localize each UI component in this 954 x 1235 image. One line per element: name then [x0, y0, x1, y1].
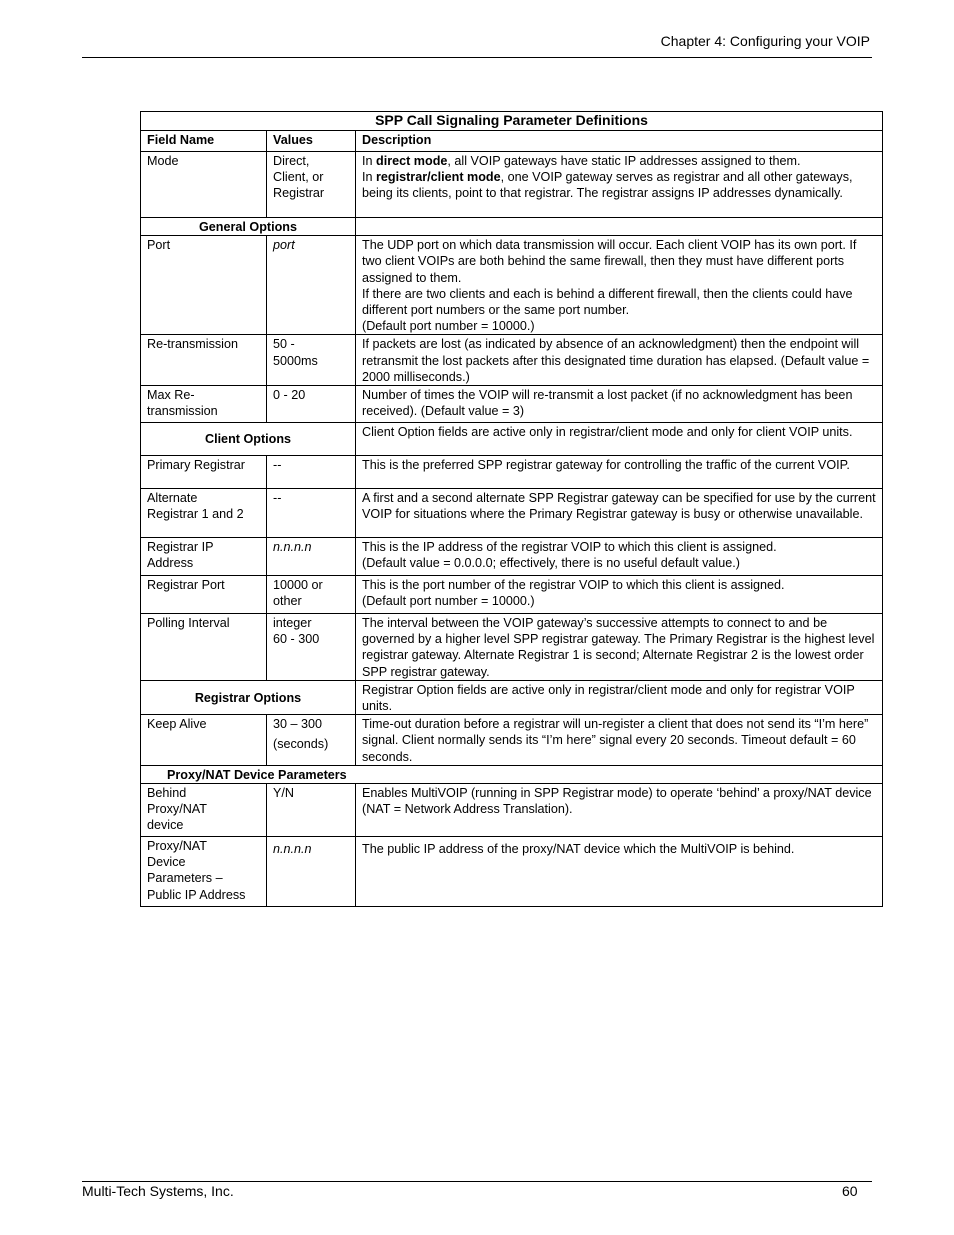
section-row: [141, 680, 883, 714]
section-row: [141, 423, 883, 456]
field-values: --: [267, 456, 356, 489]
section-client-options: Client Options: [141, 423, 356, 456]
footer-divider: [82, 1181, 872, 1182]
table-row: [141, 386, 883, 423]
column-header-field: Field Name: [141, 131, 267, 152]
column-header-values: Values: [267, 131, 356, 152]
section-row: [141, 765, 883, 783]
field-name: Max Re- transmission: [141, 386, 267, 423]
table-row: [141, 489, 883, 538]
column-header-description: Description: [356, 131, 883, 152]
field-description: This is the IP address of the registrar VOIP to which this client is assigned. (Default value = 0.0.0.0; effectively, there is no useful default value.): [356, 538, 883, 576]
section-proxy-nat: Proxy/NAT Device Parameters: [141, 765, 883, 783]
table-row: [141, 576, 883, 614]
field-description: Number of times the VOIP will re-transmit a lost packet (if no acknowledgment has been received). (Default value = 3): [356, 386, 883, 423]
field-values: Direct, Client, or Registrar: [267, 152, 356, 218]
field-name: Port: [141, 236, 267, 335]
field-values: n.n.n.n: [267, 538, 356, 576]
table-row: [141, 152, 883, 218]
footer-company: Multi-Tech Systems, Inc.: [82, 1183, 234, 1199]
field-description: A first and a second alternate SPP Registrar gateway can be specified for use by the current VOIP for situations where the Primary Registrar gateway is busy or otherwise unavailable.: [356, 489, 883, 538]
field-description: The UDP port on which data transmission will occur. Each client VOIP has its own port. If two client VOIPs are both behind the same firewall, then they must have different ports assigned to them. If there are two clients and each is behind a different firewall, then the clients could have different port numbers or the same port number. (Default port number = 10000.): [356, 236, 883, 335]
section-row: [141, 218, 883, 236]
field-name: Registrar IP Address: [141, 538, 267, 576]
table-row: [141, 837, 883, 907]
table-row: [141, 236, 883, 335]
field-values: port: [267, 236, 356, 335]
field-values: --: [267, 489, 356, 538]
field-name: Polling Interval: [141, 614, 267, 681]
field-values: 0 - 20: [267, 386, 356, 423]
field-values: 50 - 5000ms: [267, 335, 356, 386]
field-values: integer 60 - 300: [267, 614, 356, 681]
field-description: This is the preferred SPP registrar gateway for controlling the traffic of the current VOIP.: [356, 456, 883, 489]
section-description: Registrar Option fields are active only in registrar/client mode and only for registrar VOIP units.: [356, 680, 883, 714]
section-description: Client Option fields are active only in registrar/client mode and only for client VOIP units.: [356, 423, 883, 456]
section-general-options: General Options: [141, 218, 356, 236]
section-registrar-options: Registrar Options: [141, 680, 356, 714]
table-row: [141, 614, 883, 681]
field-values: 10000 or other: [267, 576, 356, 614]
field-values: Y/N: [267, 784, 356, 837]
field-description: In direct mode, all VOIP gateways have static IP addresses assigned to them. In registrar/client mode, one VOIP gateway serves as registrar and all other gateways, being its clients, point to that registrar. The registrar assigns IP addresses dynamically.: [356, 152, 883, 218]
field-name: Mode: [141, 152, 267, 218]
table-row: [141, 784, 883, 837]
field-description: Enables MultiVOIP (running in SPP Registrar mode) to operate ‘behind’ a proxy/NAT device (NAT = Network Address Translation).: [356, 784, 883, 837]
field-name: Alternate Registrar 1 and 2: [141, 489, 267, 538]
field-description: This is the port number of the registrar VOIP to which this client is assigned. (Default port number = 10000.): [356, 576, 883, 614]
table-row: [141, 538, 883, 576]
field-description: The interval between the VOIP gateway’s successive attempts to connect to and be governed by a higher level SPP registrar gateway. The Primary Registrar is the highest level registrar gateway. Alternate Registrar 1 is second; Alternate Registrar 2 is the lowest order SPP registrar gateway.: [356, 614, 883, 681]
table-row: [141, 456, 883, 489]
table-row: [141, 715, 883, 766]
field-name: Re-transmission: [141, 335, 267, 386]
field-description: The public IP address of the proxy/NAT device which the MultiVOIP is behind.: [356, 837, 883, 907]
field-name: Primary Registrar: [141, 456, 267, 489]
field-description: If packets are lost (as indicated by absence of an acknowledgment) then the endpoint will retransmit the lost packets after this designated time duration has elapsed. (Default value = 2000 milliseconds.): [356, 335, 883, 386]
page-number: 60: [842, 1183, 858, 1199]
field-name: Behind Proxy/NAT device: [141, 784, 267, 837]
field-name: Registrar Port: [141, 576, 267, 614]
table-header-row: [141, 131, 883, 152]
spp-parameter-table: [140, 111, 883, 907]
field-name: Keep Alive: [141, 715, 267, 766]
header-divider: [82, 57, 872, 58]
table-title: SPP Call Signaling Parameter Definitions: [141, 112, 883, 131]
table-row: [141, 335, 883, 386]
field-values: n.n.n.n: [267, 837, 356, 907]
field-name: Proxy/NAT Device Parameters – Public IP Address: [141, 837, 267, 907]
chapter-header: Chapter 4: Configuring your VOIP: [660, 33, 870, 49]
field-description: Time-out duration before a registrar will un-register a client that does not send its “I’m here” signal. Client normally sends its “I’m here” signal every 20 seconds. Timeout default = 60 seconds.: [356, 715, 883, 766]
field-values: 30 – 300 (seconds): [267, 715, 356, 766]
